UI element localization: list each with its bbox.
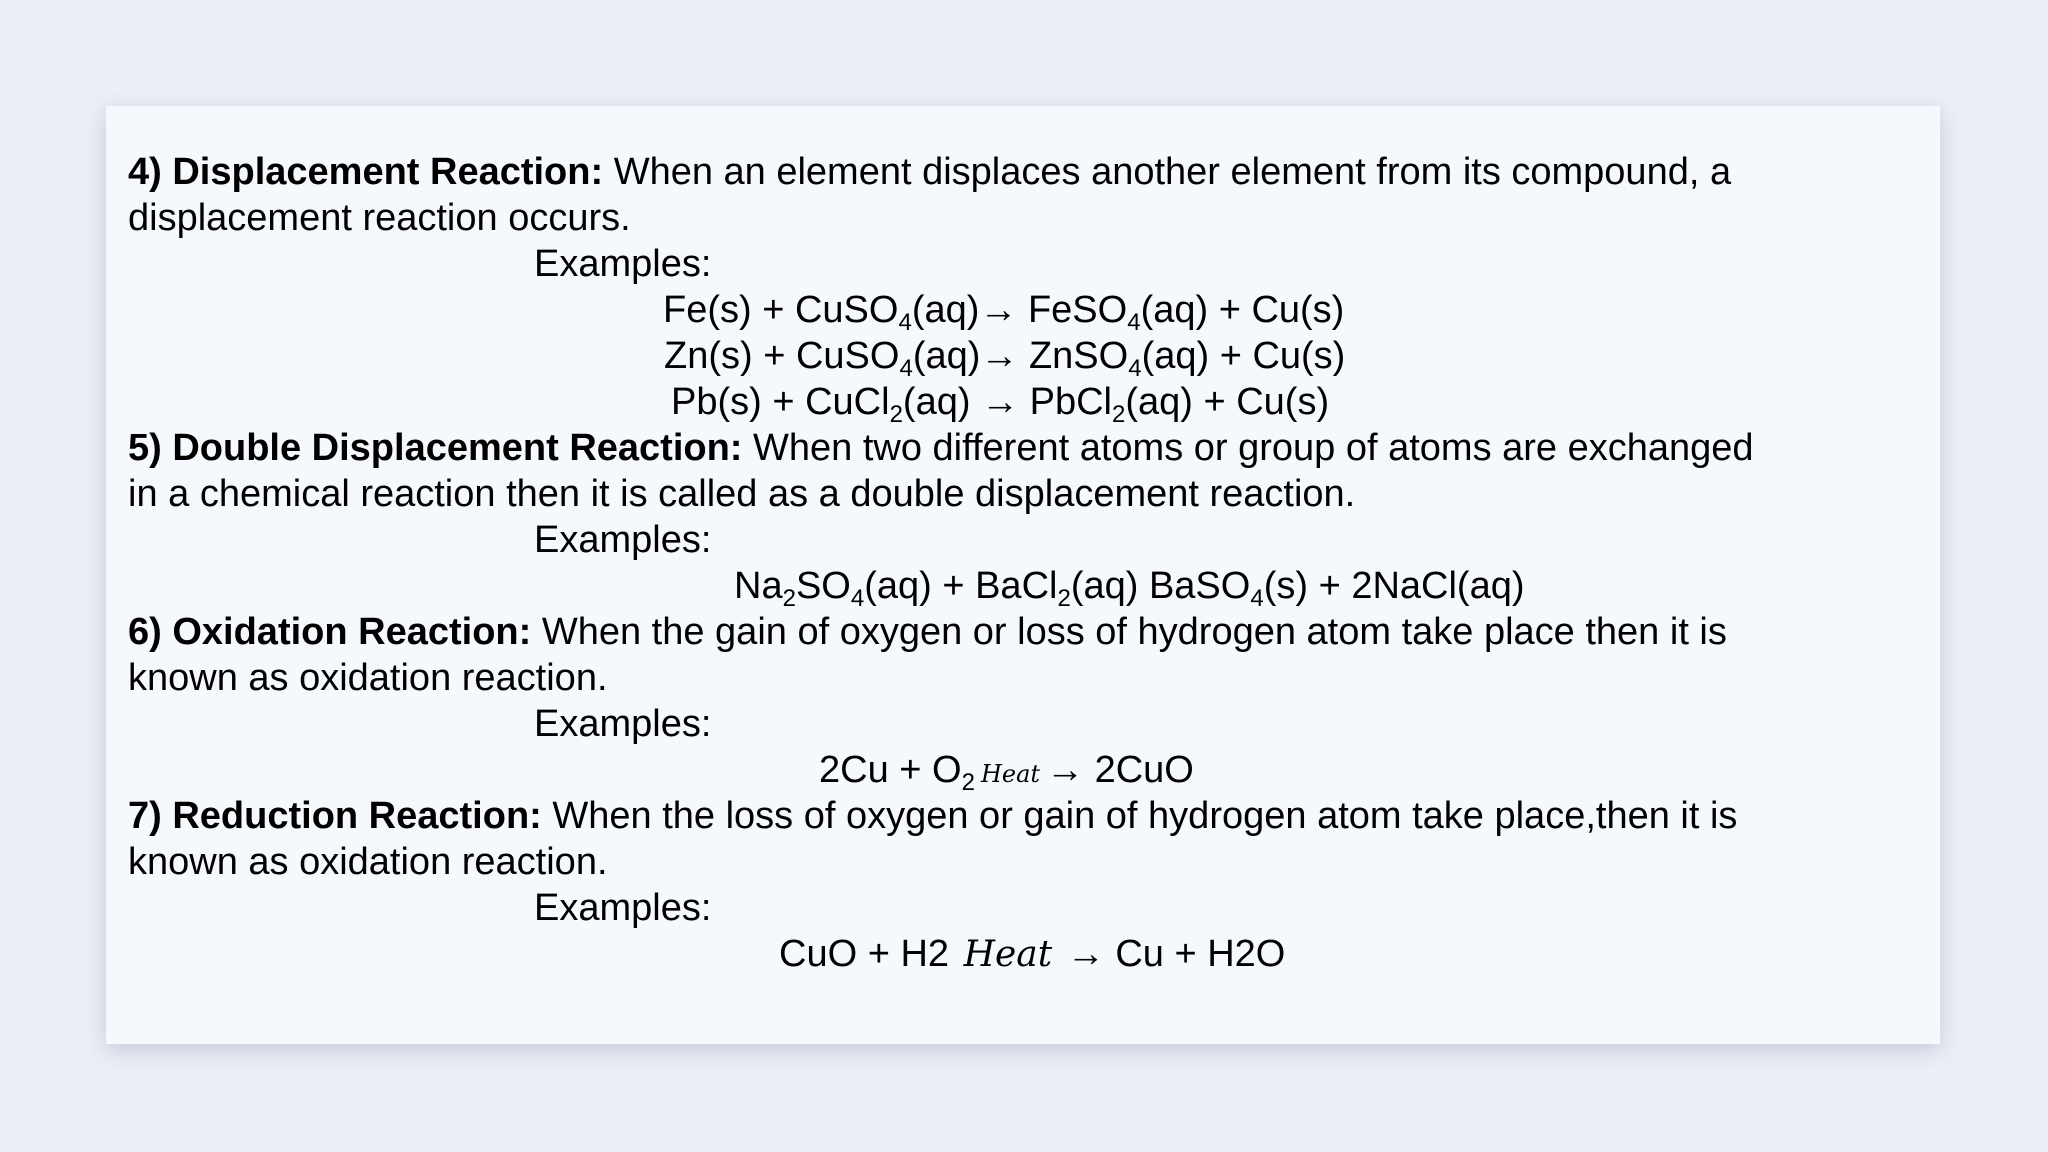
heat-condition-label: Heat [963,934,1053,975]
displacement-paragraph-line-1 [128,149,1731,195]
displacement-text-2: displacement reaction occurs. [128,197,631,239]
displacement-paragraph-line-2 [128,195,631,241]
displacement-equation-1: Fe(s) + CuSO$_4$(aq)→ FeSO$_4$(aq) + Cu(s) [663,289,1345,336]
reduction-text-1: When the loss of oxygen or gain of hydrogen atom take place,then it is [541,795,1738,837]
double-displacement-examples-label: Examples: [534,519,712,561]
reduction-equation: CuO + H2 Heat → Cu + H2O [779,933,1286,975]
oxidation-heading: 6) Oxidation Reaction: [128,611,532,653]
double-displacement-text-2: in a chemical reaction then it is called as a double displacement reaction. [128,473,1356,515]
displacement-heading: 4) Displacement Reaction: [128,151,604,193]
displacement-equation-3: Pb(s) + CuCl$_2$(aq) → PbCl$_2$(aq) + Cu(s) [671,381,1330,428]
oxidation-text-2: known as oxidation reaction. [128,657,608,699]
displacement-text-1: When an element displaces another element from its compound, a [603,151,1732,193]
reduction-paragraph-line-2 [128,839,608,885]
reduction-examples-label: Examples: [534,887,712,929]
double-displacement-paragraph-line-1 [128,425,1754,471]
double-displacement-text-1: When two different atoms or group of atoms are exchanged [742,427,1754,469]
displacement-examples-label: Examples: [534,243,712,285]
reduction-heading: 7) Reduction Reaction: [128,795,542,837]
oxidation-text-1: When the gain of oxygen or loss of hydrogen atom take place then it is [531,611,1727,653]
reduction-paragraph-line-1 [128,793,1737,839]
oxidation-equation: $2Cu + O_2$ Heat → 2CuO [819,749,1194,796]
displacement-equation-2: Zn(s) + CuSO$_4$(aq)→ ZnSO$_4$(aq) + Cu(s) [664,335,1346,382]
slide [106,106,1940,1044]
double-displacement-paragraph-line-2 [128,471,1355,517]
double-displacement-heading: 5) Double Displacement Reaction: [128,427,743,469]
double-displacement-equation: $Na_2SO_4(aq)$ + BaCl$_2$(aq) BaSO$_4$(s) + 2NaCl(aq) [734,565,1525,612]
oxidation-paragraph-line-2 [128,655,608,701]
oxidation-paragraph-line-1 [128,609,1727,655]
heat-condition-label: Heat [980,760,1041,788]
oxidation-examples-label: Examples: [534,703,712,745]
reduction-text-2: known as oxidation reaction. [128,841,608,883]
